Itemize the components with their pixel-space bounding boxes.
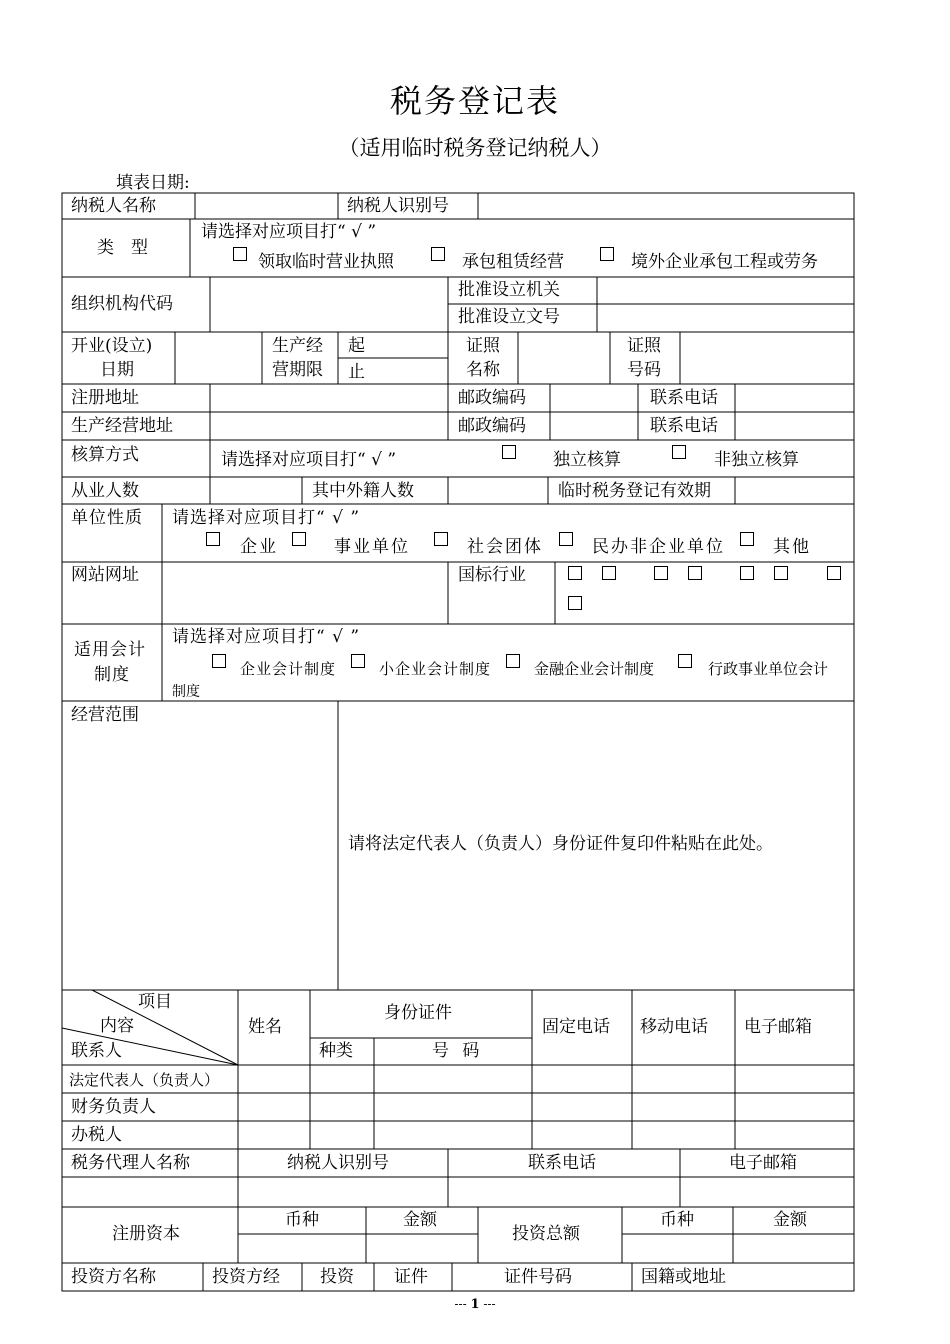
accounting-option-non-independent: 非独立核算 bbox=[714, 450, 799, 470]
cert-no-label-2: 号码 bbox=[627, 360, 661, 380]
finance-head-label: 财务负责人 bbox=[71, 1097, 156, 1117]
diag-item-label: 项目 bbox=[138, 992, 172, 1012]
page-number: 1 bbox=[470, 1297, 480, 1312]
investor-invest-label: 投资 bbox=[320, 1267, 354, 1287]
industry-box-4[interactable] bbox=[688, 566, 702, 580]
checkbox-finance-acct[interactable] bbox=[506, 654, 520, 668]
checkbox-institution[interactable] bbox=[292, 532, 306, 546]
period-end-label: 止 bbox=[348, 362, 365, 382]
fixed-phone-header: 固定电话 bbox=[542, 1017, 610, 1037]
checkbox-other[interactable] bbox=[740, 532, 754, 546]
footer-dash-right: --- bbox=[483, 1297, 496, 1311]
type-label: 类 型 bbox=[97, 238, 148, 258]
industry-box-6[interactable] bbox=[774, 566, 788, 580]
acct-option-finance: 金融企业会计制度 bbox=[534, 660, 655, 678]
type-select-prompt: 请选择对应项目打“ √ ” bbox=[201, 222, 377, 242]
cert-name-label-1: 证照 bbox=[466, 336, 500, 356]
checkbox-private-nonprofit[interactable] bbox=[559, 532, 573, 546]
acct-system-label-2: 制度 bbox=[94, 665, 130, 685]
accounting-label: 核算方式 bbox=[71, 445, 139, 465]
investor-name-label: 投资方名称 bbox=[71, 1267, 156, 1287]
industry-box-1[interactable] bbox=[568, 566, 582, 580]
acct-system-label-1: 适用会计 bbox=[74, 640, 146, 660]
acct-option-admin-tail: 制度 bbox=[172, 684, 200, 700]
checkbox-independent[interactable] bbox=[502, 445, 516, 459]
investor-econ-label: 投资方经 bbox=[212, 1267, 280, 1287]
checkbox-enterprise[interactable] bbox=[206, 532, 220, 546]
type-option-temp-license: 领取临时营业执照 bbox=[258, 252, 394, 272]
industry-label: 国标行业 bbox=[458, 565, 526, 585]
industry-box-7[interactable] bbox=[827, 566, 841, 580]
id-paste-instruction: 请将法定代表人（负责人）身份证件复印件粘贴在此处。 bbox=[348, 834, 773, 854]
agent-name-label: 税务代理人名称 bbox=[71, 1153, 190, 1173]
agent-id-label: 纳税人识别号 bbox=[287, 1153, 389, 1173]
cert-name-label-2: 名称 bbox=[466, 360, 500, 380]
period-start-label: 起 bbox=[348, 336, 365, 356]
unit-option-private-nonprofit: 民办非企业单位 bbox=[592, 537, 725, 557]
biz-postcode-label: 邮政编码 bbox=[458, 416, 526, 436]
fill-date-label: 填表日期: bbox=[116, 173, 190, 193]
open-date-label-1: 开业(设立) bbox=[71, 336, 153, 356]
foreign-employees-label: 其中外籍人数 bbox=[312, 481, 414, 501]
approval-doc-label: 批准设立文号 bbox=[458, 307, 560, 327]
investment-amount-label: 金额 bbox=[773, 1210, 807, 1230]
investor-nationality-label: 国籍或地址 bbox=[641, 1267, 726, 1287]
website-label: 网站网址 bbox=[71, 565, 139, 585]
biz-phone-label: 联系电话 bbox=[650, 416, 718, 436]
checkbox-non-independent[interactable] bbox=[672, 445, 686, 459]
checkbox-admin-acct[interactable] bbox=[678, 654, 692, 668]
diag-content-label: 内容 bbox=[100, 1016, 134, 1036]
registered-capital-label: 注册资本 bbox=[112, 1224, 180, 1244]
reg-phone-label: 联系电话 bbox=[650, 388, 718, 408]
reg-address-label: 注册地址 bbox=[71, 388, 139, 408]
checkbox-enterprise-acct[interactable] bbox=[212, 654, 226, 668]
agent-email-label: 电子邮箱 bbox=[729, 1153, 797, 1173]
unit-nature-label: 单位性质 bbox=[71, 508, 143, 528]
unit-option-institution: 事业单位 bbox=[334, 537, 410, 557]
id-no-header: 号 码 bbox=[432, 1041, 484, 1061]
acct-option-enterprise: 企业会计制度 bbox=[240, 660, 337, 678]
industry-box-2[interactable] bbox=[602, 566, 616, 580]
tax-officer-label: 办税人 bbox=[71, 1125, 122, 1145]
taxpayer-id-label: 纳税人识别号 bbox=[347, 196, 449, 216]
industry-box-5[interactable] bbox=[740, 566, 754, 580]
total-investment-label: 投资总额 bbox=[512, 1224, 580, 1244]
form-subtitle: （适用临时税务登记纳税人） bbox=[338, 136, 612, 160]
legal-rep-label: 法定代表人（负责人） bbox=[69, 1071, 220, 1089]
reg-postcode-label: 邮政编码 bbox=[458, 388, 526, 408]
business-scope-label: 经营范围 bbox=[71, 705, 139, 725]
contact-name-header: 姓名 bbox=[248, 1017, 282, 1037]
capital-amount-label: 金额 bbox=[403, 1210, 437, 1230]
acct-system-prompt: 请选择对应项目打“ √ ” bbox=[172, 627, 361, 647]
investor-cert-label: 证件 bbox=[394, 1267, 428, 1287]
checkbox-temp-license[interactable] bbox=[233, 247, 247, 261]
mobile-header: 移动电话 bbox=[640, 1017, 708, 1037]
checkbox-social-group[interactable] bbox=[434, 532, 448, 546]
id-doc-header: 身份证件 bbox=[384, 1003, 452, 1023]
type-option-contract-lease: 承包租赁经营 bbox=[462, 252, 564, 272]
unit-option-enterprise: 企业 bbox=[240, 537, 278, 557]
biz-address-label: 生产经营地址 bbox=[71, 416, 173, 436]
email-header: 电子邮箱 bbox=[744, 1017, 812, 1037]
form-title: 税务登记表 bbox=[389, 82, 560, 120]
id-type-header: 种类 bbox=[319, 1041, 353, 1061]
capital-currency-label: 币种 bbox=[285, 1210, 319, 1230]
industry-box-3[interactable] bbox=[654, 566, 668, 580]
page-footer bbox=[0, 1297, 950, 1312]
acct-option-small-enterprise: 小企业会计制度 bbox=[379, 660, 492, 678]
accounting-option-independent: 独立核算 bbox=[553, 450, 621, 470]
period-label-1: 生产经 bbox=[272, 336, 323, 356]
investment-currency-label: 币种 bbox=[660, 1210, 694, 1230]
checkbox-small-enterprise-acct[interactable] bbox=[351, 654, 365, 668]
acct-option-admin: 行政事业单位会计 bbox=[708, 660, 829, 678]
period-label-2: 营期限 bbox=[272, 360, 323, 380]
checkbox-contract-lease[interactable] bbox=[431, 247, 445, 261]
agent-phone-label: 联系电话 bbox=[528, 1153, 596, 1173]
industry-box-8[interactable] bbox=[568, 596, 582, 610]
approval-org-label: 批准设立机关 bbox=[458, 280, 560, 300]
validity-label: 临时税务登记有效期 bbox=[558, 481, 711, 501]
investor-cert-no-label: 证件号码 bbox=[504, 1267, 572, 1287]
employees-label: 从业人数 bbox=[71, 481, 139, 501]
type-option-foreign-contract: 境外企业承包工程或劳务 bbox=[631, 252, 818, 272]
unit-option-social-group: 社会团体 bbox=[467, 537, 543, 557]
unit-nature-prompt: 请选择对应项目打“ √ ” bbox=[172, 508, 361, 528]
accounting-prompt: 请选择对应项目打“ √ ” bbox=[221, 450, 397, 470]
unit-option-other: 其他 bbox=[773, 537, 811, 557]
taxpayer-name-label: 纳税人名称 bbox=[71, 196, 156, 216]
org-code-label: 组织机构代码 bbox=[71, 294, 173, 314]
footer-dash-left: --- bbox=[454, 1297, 467, 1311]
open-date-label-2: 日期 bbox=[100, 360, 134, 380]
cert-no-label-1: 证照 bbox=[627, 336, 661, 356]
checkbox-foreign-contract[interactable] bbox=[600, 247, 614, 261]
diag-contact-label: 联系人 bbox=[71, 1041, 122, 1061]
